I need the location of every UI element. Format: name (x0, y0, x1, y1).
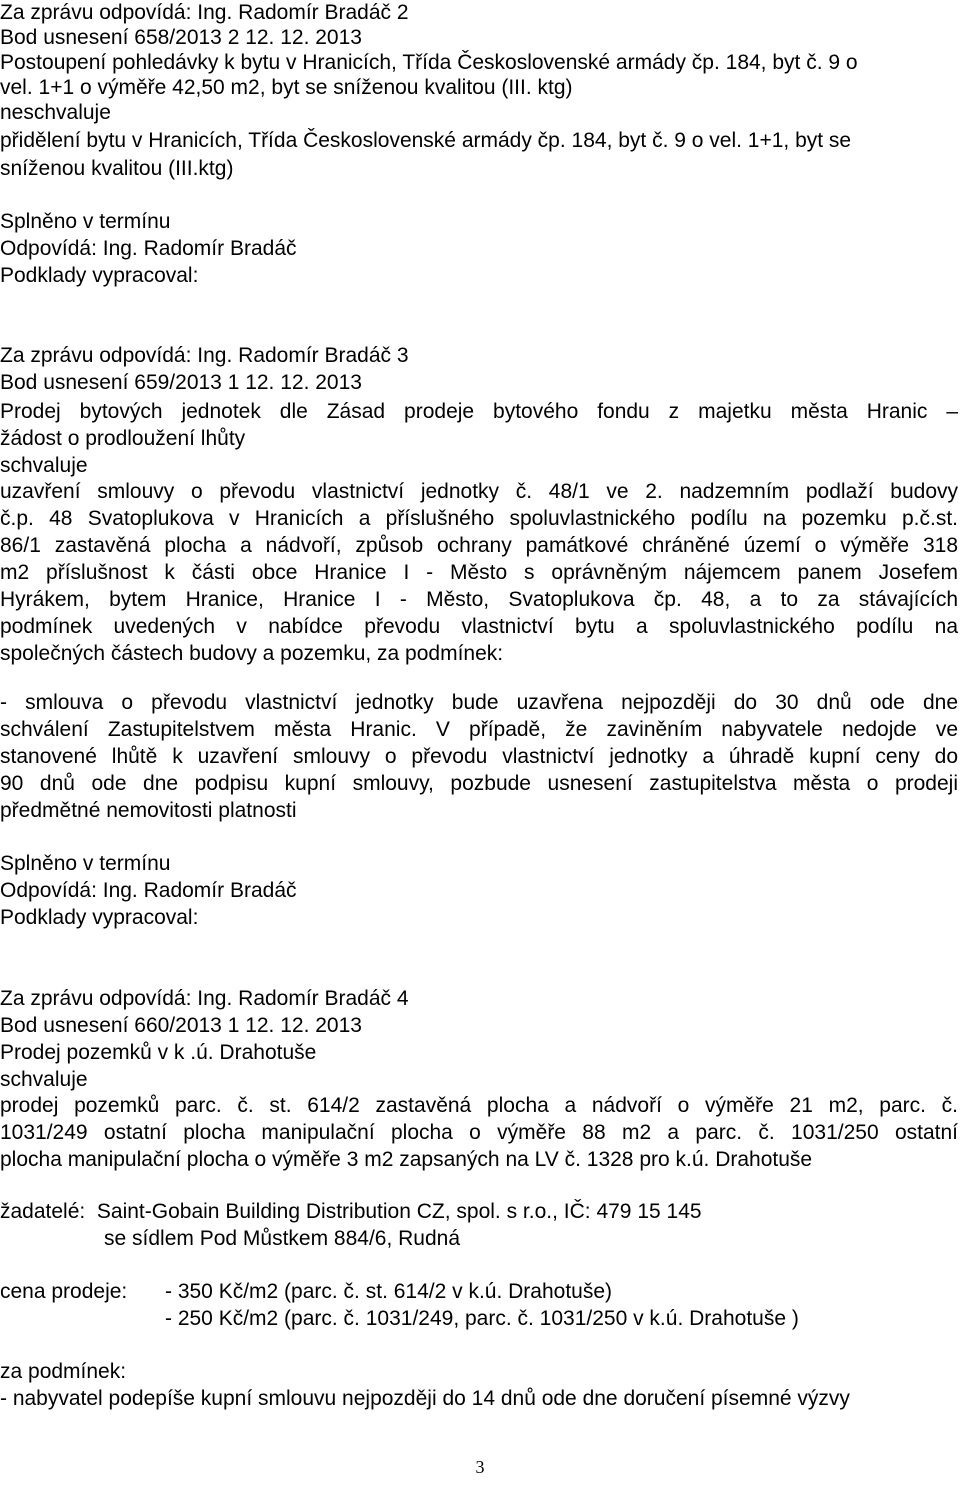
price-line (0, 1279, 958, 1305)
responsible: Odpovídá: Ing. Radomír Bradáč (0, 237, 297, 260)
conditions-label: za podmínek: (0, 1360, 127, 1383)
decision: schvaluje (0, 454, 88, 477)
status: Splněno v termínu (0, 852, 171, 875)
resolution-text: podmínek uvedených v nabídce převodu vlastnictví bytu a spoluvlastnického podílu na (0, 615, 958, 638)
decision: neschvaluje (0, 101, 111, 124)
prepared-by: Podklady vypracoval: (0, 906, 199, 929)
status: Splněno v termínu (0, 210, 171, 233)
resolution-text: sníženou kvalitou (III.ktg) (0, 157, 234, 180)
resolution-title: žádost o prodloužení lhůty (0, 427, 246, 450)
resolution-text: č.p. 48 Svatoplukova v Hranicích a příslušného spoluvlastnického podílu na pozemku p.č.st. (0, 507, 958, 530)
resolution-text: plocha manipulační plocha o výměře 3 m2 zapsaných na LV č. 1328 pro k.ú. Drahotuše (0, 1148, 813, 1171)
price-value: - 350 Kč/m2 (parc. č. st. 614/2 v k.ú. Drahotuše) (165, 1280, 613, 1303)
condition-text: předmětné nemovitosti platnosti (0, 799, 297, 822)
resolution-title: Prodej bytových jednotek dle Zásad prodeje bytového fondu z majetku města Hranic – (0, 400, 958, 423)
resolution-number: Bod usnesení 659/2013 1 12. 12. 2013 (0, 371, 362, 394)
condition-text: - nabyvatel podepíše kupní smlouvu nejpozději do 14 dnů ode dne doručení písemné výzvy (0, 1387, 850, 1410)
resolution-number: Bod usnesení 660/2013 1 12. 12. 2013 (0, 1014, 362, 1037)
resolution-text: prodej pozemků parc. č. st. 614/2 zastavěná plocha a nádvoří o výměře 21 m2, parc. č. (0, 1094, 958, 1117)
applicant-address: se sídlem Pod Můstkem 884/6, Rudná (104, 1227, 461, 1250)
condition-text: stanovené lhůtě k uzavření smlouvy o převodu vlastnictví jednotky a úhradě kupní ceny do (0, 745, 958, 768)
resolution-title: Postoupení pohledávky k bytu v Hranicích, Třída Československé armády čp. 184, byt č. 9 o (0, 51, 858, 74)
resolution-text: uzavření smlouvy o převodu vlastnictví jednotky č. 48/1 ve 2. nadzemním podlaží budovy (0, 480, 958, 503)
price-label: cena prodeje: (0, 1280, 128, 1303)
resolution-text: m2 příslušnost k části obce Hranice I - Město s oprávněným nájemcem panem Josefem (0, 561, 958, 584)
condition-text: schválení Zastupitelstvem města Hranic. V případě, že zaviněním nabyvatele nedojde ve (0, 718, 958, 741)
section-header: Za zprávu odpovídá: Ing. Radomír Bradáč 3 (0, 344, 409, 367)
condition-text: 90 dnů ode dne podpisu kupní smlouvy, pozbude usnesení zastupitelstva města o prodeji (0, 772, 958, 795)
prepared-by: Podklady vypracoval: (0, 264, 199, 287)
resolution-title: vel. 1+1 o výměře 42,50 m2, byt se sníženou kvalitou (III. ktg) (0, 76, 573, 99)
applicant-name: Saint-Gobain Building Distribution CZ, spol. s r.o., IČ: 479 15 145 (85, 1200, 702, 1223)
resolution-text: 86/1 zastavěná plocha a nádvoří, způsob ochrany památkové chráněné území o výměře 318 (0, 534, 958, 557)
resolution-text: přidělení bytu v Hranicích, Třída Československé armády čp. 184, byt č. 9 o vel. 1+1, byt se (0, 129, 852, 152)
resolution-number: Bod usnesení 658/2013 2 12. 12. 2013 (0, 26, 362, 49)
applicant-label: žadatelé: (0, 1200, 86, 1223)
resolution-text: Hyrákem, bytem Hranice, Hranice I - Město, Svatoplukova čp. 48, a to za stávajících (0, 588, 958, 611)
resolution-text: společných částech budovy a pozemku, za podmínek: (0, 642, 504, 665)
responsible: Odpovídá: Ing. Radomír Bradáč (0, 879, 297, 902)
condition-text: - smlouva o převodu vlastnictví jednotky bude uzavřena nejpozději do 30 dnů ode dne (0, 691, 958, 714)
section-header: Za zprávu odpovídá: Ing. Radomír Bradáč 4 (0, 987, 409, 1010)
decision: schvaluje (0, 1068, 88, 1091)
resolution-text: 1031/249 ostatní plocha manipulační plocha o výměře 88 m2 a parc. č. 1031/250 ostatní (0, 1121, 958, 1144)
applicant (0, 1199, 958, 1225)
section-header: Za zprávu odpovídá: Ing. Radomír Bradáč 2 (0, 1, 409, 24)
page-number: 3 (475, 1457, 485, 1477)
resolution-title: Prodej pozemků v k .ú. Drahotuše (0, 1041, 317, 1064)
price-value: - 250 Kč/m2 (parc. č. 1031/249, parc. č. 1031/250 v k.ú. Drahotuše ) (165, 1307, 799, 1330)
